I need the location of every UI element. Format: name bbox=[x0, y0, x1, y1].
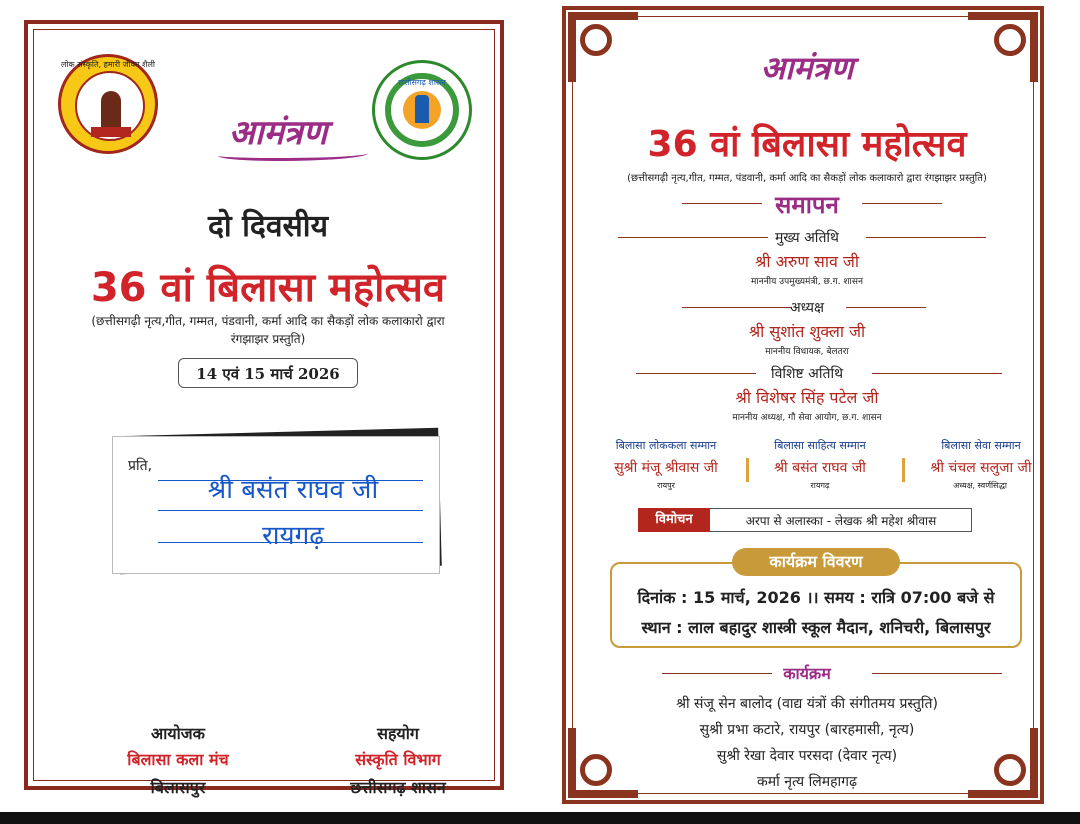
samapan-heading: समापन bbox=[775, 190, 839, 219]
venue-line: स्थान : लाल बहादुर शास्त्री स्कूल मैदान, शनिचरी, बिलासपुर bbox=[641, 618, 991, 637]
left-festival-title: 36 वां बिलासा महोत्सव bbox=[90, 265, 446, 311]
program-item: सुश्री रेखा देवार परसदा (देवार नृत्य) bbox=[716, 748, 898, 764]
aayojak-heading: आयोजक bbox=[151, 724, 205, 743]
award-heading: बिलासा साहित्य सम्मान bbox=[774, 439, 866, 452]
right-festival-title: 36 वां बिलासा महोत्सव bbox=[647, 124, 967, 165]
aayojak-value: बिलासा कला मंच bbox=[127, 750, 229, 769]
president-name: श्री सुशांत शुक्ला जी bbox=[748, 322, 866, 341]
prati-label: प्रति, bbox=[128, 458, 153, 474]
right-subtitle: (छत्तीसगढ़ी नृत्य,गीत, गम्मत, पंडवानी, कर्मा आदि का सैकड़ों लोक कलाकारो द्वारा रंगझाझर प्रस्तुति) bbox=[627, 173, 987, 184]
chhattisgarh-govt-emblem bbox=[372, 60, 472, 160]
chief-guest-heading: मुख्य अतिथि bbox=[774, 230, 839, 246]
ashoka-pillar-icon bbox=[415, 95, 429, 123]
sahyog-place: छत्तीसगढ़ शासन bbox=[350, 778, 446, 797]
lok-sanskriti-logo bbox=[58, 54, 158, 154]
president-heading: अध्यक्ष bbox=[789, 300, 825, 316]
award-separator-icon bbox=[902, 458, 905, 482]
recipient-city: रायगढ़ bbox=[262, 521, 324, 551]
right-amantran-heading: आमंत्रण bbox=[760, 49, 854, 87]
recipient-name: श्री बसंत राघव जी bbox=[207, 475, 379, 505]
award-recipient: सुश्री मंजू श्रीवास जी bbox=[614, 460, 718, 476]
book-icon bbox=[91, 127, 131, 137]
left-amantran-heading: आमंत्रण bbox=[228, 113, 328, 153]
aayojak-place: बिलासपुर bbox=[150, 778, 206, 797]
left-invitation-card bbox=[24, 20, 504, 797]
details-heading: कार्यक्रम विवरण bbox=[732, 548, 900, 576]
award-place: रायगढ़ bbox=[810, 481, 830, 490]
award-heading: बिलासा लोककला सम्मान bbox=[615, 439, 717, 452]
name-underline-2 bbox=[158, 510, 423, 511]
president-role: माननीय विधायक, बेलतरा bbox=[765, 347, 849, 357]
do-divasiya-text: दो दिवसीय bbox=[208, 209, 328, 244]
vimochan-tag: विमोचन bbox=[638, 508, 710, 532]
left-subtitle: (छत्तीसगढ़ी नृत्य,गीत, गम्मत, पंडवानी, कर्मा आदि का सैकड़ों लोक कलाकारो द्वारा रंगझाझर प्रस्तुति) bbox=[91, 314, 445, 346]
award-heading: बिलासा सेवा सम्मान bbox=[941, 439, 1021, 452]
logo-core bbox=[75, 71, 145, 141]
karyakram-heading: कार्यक्रम bbox=[783, 664, 831, 683]
award-recipient: श्री बसंत राघव जी bbox=[774, 460, 866, 476]
program-item: कर्मा नृत्य लिमहागढ़ bbox=[757, 774, 857, 790]
sahyog-heading: सहयोग bbox=[377, 724, 419, 743]
program-item: श्री संजू सेन बालोद (वाद्य यंत्रों की संगीतमय प्रस्तुति) bbox=[676, 696, 938, 712]
special-guest-heading: विशिष्ट अतिथि bbox=[770, 366, 844, 382]
chief-guest-name: श्री अरुण साव जी bbox=[755, 252, 859, 271]
program-item: सुश्री प्रभा कटारे, रायपुर (बारहमासी, नृत्य) bbox=[699, 722, 915, 738]
special-guest-role: माननीय अध्यक्ष, गौ सेवा आयोग, छ.ग. शासन bbox=[732, 413, 882, 423]
logo-left-arc-text: लोक संस्कृति, हमारी जीवन शैली bbox=[61, 60, 155, 69]
award-place: रायपुर bbox=[657, 481, 675, 490]
right-invitation-card bbox=[562, 6, 1044, 804]
special-guest-name: श्री विशेषर सिंह पटेल जी bbox=[735, 388, 879, 407]
vimochan-text: अरपा से अलास्का - लेखक श्री महेश श्रीवास bbox=[745, 514, 937, 528]
award-place: अध्यक्ष, स्वर्णसिद्धा bbox=[953, 481, 1007, 490]
award-recipient: श्री चंचल सलुजा जी bbox=[930, 460, 1032, 476]
emblem-arc-text: छत्तीसगढ़ शासन bbox=[398, 78, 446, 87]
bottom-strip bbox=[0, 812, 1080, 824]
chief-guest-role: माननीय उपमुख्यमंत्री, छ.ग. शासन bbox=[751, 277, 863, 287]
event-dates: 14 एवं 15 मार्च 2026 bbox=[196, 365, 340, 383]
date-time-line: दिनांक : 15 मार्च, 2026 ।। समय : रात्रि 07:00 बजे से bbox=[637, 588, 995, 607]
sahyog-value: संस्कृति विभाग bbox=[355, 750, 441, 769]
award-separator-icon bbox=[746, 458, 749, 482]
